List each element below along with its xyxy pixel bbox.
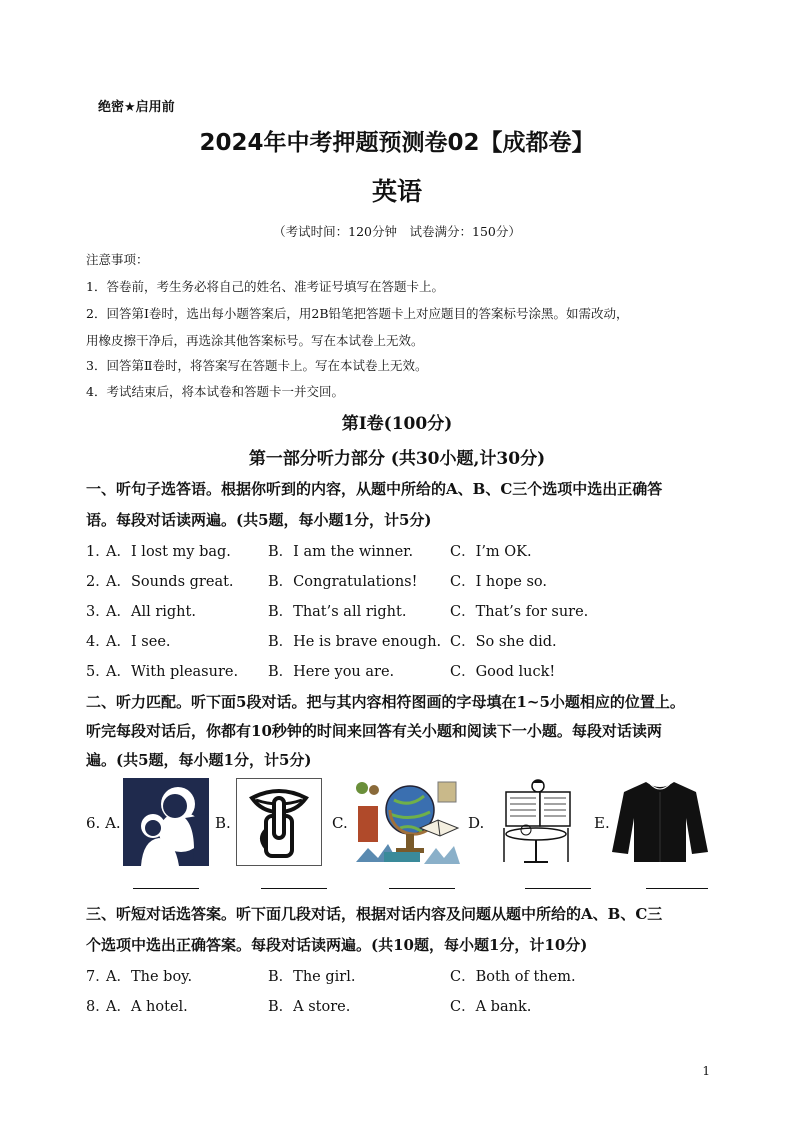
option-b: B．The girl. bbox=[268, 969, 356, 985]
section1-instruction: 一、听句子选答语。根据你听到的内容，从题中所给的A、B、C三个选项中选出正确答 bbox=[86, 480, 663, 498]
option-b: B．Here you are. bbox=[268, 664, 395, 680]
notes-title: 注意事项： bbox=[86, 252, 149, 267]
picture-label-c: C. bbox=[332, 814, 348, 832]
question-number: 4． bbox=[86, 634, 110, 650]
note-item: 2．回答第Ⅰ卷时，选出每小题答案后，用2B铅笔把答题卡上对应题目的答案标号涂黑。如需改动， bbox=[86, 306, 629, 321]
option-a: A．The boy. bbox=[106, 969, 193, 985]
globe-books-picture bbox=[354, 778, 460, 866]
answer-blank[interactable] bbox=[261, 888, 327, 890]
question-number: 3． bbox=[86, 604, 110, 620]
answer-blank[interactable] bbox=[646, 888, 708, 890]
part-title: 第Ⅰ卷(100分) bbox=[341, 414, 453, 434]
question-row bbox=[86, 570, 726, 590]
option-b: B．A store. bbox=[268, 999, 351, 1015]
note-item: 3．回答第Ⅱ卷时，将答案写在答题卡上。写在本试卷上无效。 bbox=[86, 358, 428, 373]
no-talking-sign-picture bbox=[236, 778, 322, 866]
page-number: 1 bbox=[702, 1064, 710, 1078]
option-b: B．That’s all right. bbox=[268, 604, 407, 620]
question-row bbox=[86, 600, 726, 620]
option-b: B．Congratulations! bbox=[268, 574, 418, 590]
exam-title: 2024年中考押题预测卷02【成都卷】 bbox=[199, 130, 595, 156]
picture-label-e: E. bbox=[594, 814, 610, 832]
question-row bbox=[86, 995, 726, 1015]
option-c: C．Good luck! bbox=[450, 664, 556, 680]
option-c: C．I’m OK. bbox=[450, 544, 532, 560]
mother-child-picture bbox=[123, 778, 209, 866]
question-number: 7． bbox=[86, 969, 110, 985]
option-c: C．I hope so. bbox=[450, 574, 547, 590]
note-item: 1．答卷前，考生务必将自己的姓名、准考证号填写在答题卡上。 bbox=[86, 279, 444, 294]
question-number: 8． bbox=[86, 999, 110, 1015]
option-c: C．A bank. bbox=[450, 999, 532, 1015]
picture-label-d: D. bbox=[468, 814, 485, 832]
reading-newspaper-picture bbox=[494, 778, 580, 866]
answer-blank[interactable] bbox=[133, 888, 199, 890]
question-row bbox=[86, 630, 726, 650]
option-a: A．I lost my bag. bbox=[106, 544, 231, 560]
listening-title: 第一部分听力部分 (共30小题,计30分) bbox=[248, 449, 546, 469]
sweater-picture bbox=[612, 778, 708, 866]
answer-blank[interactable] bbox=[389, 888, 455, 890]
picture-label-a: 6. A. bbox=[86, 814, 121, 832]
question-number: 5． bbox=[86, 664, 110, 680]
note-item: 用橡皮擦干净后，再选涂其他答案标号。写在本试卷上无效。 bbox=[86, 333, 424, 348]
option-c: C．So she did. bbox=[450, 634, 557, 650]
section1-instruction: 语。每段对话读两遍。(共5题，每小题1分，计5分) bbox=[86, 511, 432, 529]
subject-title: 英语 bbox=[371, 177, 422, 206]
option-a: A．I see. bbox=[106, 634, 171, 650]
option-b: B．I am the winner. bbox=[268, 544, 414, 560]
section2-instruction: 遍。(共5题，每小题1分，计5分) bbox=[86, 751, 312, 769]
question-number: 1． bbox=[86, 544, 110, 560]
option-b: B．He is brave enough. bbox=[268, 634, 442, 650]
note-item: 4．考试结束后，将本试卷和答题卡一并交回。 bbox=[86, 384, 344, 399]
answer-blank[interactable] bbox=[525, 888, 591, 890]
option-a: A．With pleasure. bbox=[106, 664, 239, 680]
option-a: A．Sounds great. bbox=[106, 574, 234, 590]
option-c: C．That’s for sure. bbox=[450, 604, 589, 620]
exam-info: （考试时间：120分钟 试卷满分：150分） bbox=[273, 224, 521, 239]
section2-instruction: 听完每段对话后，你都有10秒钟的时间来回答有关小题和阅读下一小题。每段对话读两 bbox=[86, 722, 662, 740]
option-a: A．All right. bbox=[106, 604, 196, 620]
section2-instruction: 二、听力匹配。听下面5段对话。把与其内容相符图画的字母填在1~5小题相应的位置上。 bbox=[86, 693, 685, 711]
question-number: 2． bbox=[86, 574, 110, 590]
question-row bbox=[86, 540, 726, 560]
question-row bbox=[86, 660, 726, 680]
option-a: A．A hotel. bbox=[106, 999, 188, 1015]
section3-instruction: 三、听短对话选答案。听下面几段对话，根据对话内容及问题从题中所给的A、B、C三 bbox=[86, 905, 663, 923]
section3-instruction: 个选项中选出正确答案。每段对话读两遍。(共10题，每小题1分，计10分) bbox=[86, 936, 588, 954]
confidential-mark: 绝密★启用前 bbox=[98, 100, 175, 115]
question-row bbox=[86, 965, 726, 985]
option-c: C．Both of them. bbox=[450, 969, 576, 985]
picture-label-b: B. bbox=[215, 814, 231, 832]
